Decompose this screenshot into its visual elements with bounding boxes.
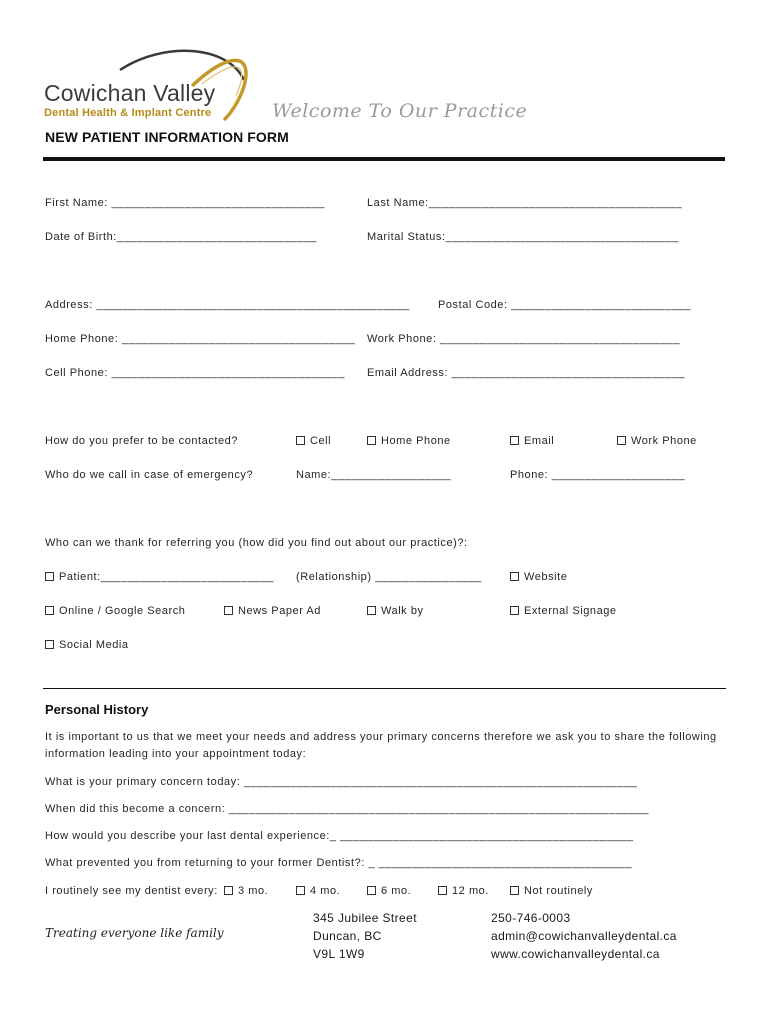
routine-option-6mo[interactable] bbox=[367, 885, 411, 897]
option-label: Not routinely bbox=[524, 885, 593, 897]
option-label: 4 mo. bbox=[310, 885, 341, 897]
title-rule bbox=[43, 157, 725, 161]
checkbox-icon[interactable] bbox=[45, 572, 54, 581]
checkbox-icon[interactable] bbox=[45, 640, 54, 649]
work-phone-field[interactable]: Work Phone: ____________________________________ bbox=[367, 333, 681, 345]
footer-website[interactable]: www.cowichanvalleydental.ca bbox=[491, 947, 660, 961]
routine-option-not-routinely[interactable] bbox=[510, 885, 593, 897]
checkbox-icon[interactable] bbox=[367, 436, 376, 445]
referral-question: Who can we thank for referring you (how did you find out about our practice)?: bbox=[45, 537, 468, 549]
checkbox-icon[interactable] bbox=[510, 572, 519, 581]
option-label: 12 mo. bbox=[452, 885, 489, 897]
option-label: News Paper Ad bbox=[238, 605, 321, 617]
emergency-name-field[interactable]: Name:__________________ bbox=[296, 469, 452, 481]
routine-option-12mo[interactable] bbox=[438, 885, 489, 897]
prevented-return-field[interactable]: What prevented you from returning to your former Dentist?: _ ______________________________________ bbox=[45, 857, 633, 869]
email-address-field[interactable]: Email Address: ___________________________________ bbox=[367, 367, 686, 379]
contact-pref-question: How do you prefer to be contacted? bbox=[45, 435, 238, 447]
address-field[interactable]: Address: _______________________________________________ bbox=[45, 299, 410, 311]
referral-social[interactable] bbox=[45, 639, 129, 651]
referral-relationship-field[interactable]: (Relationship) ________________ bbox=[296, 571, 482, 583]
option-label: Walk by bbox=[381, 605, 424, 617]
cell-phone-field[interactable]: Cell Phone: ___________________________________ bbox=[45, 367, 345, 379]
option-label: Email bbox=[524, 435, 555, 447]
logo-subtitle: Dental Health & Implant Centre bbox=[44, 107, 212, 119]
contact-option-home-phone[interactable] bbox=[367, 435, 451, 447]
emergency-question: Who do we call in case of emergency? bbox=[45, 469, 254, 481]
referral-patient[interactable] bbox=[45, 571, 274, 583]
referral-walkby[interactable] bbox=[367, 605, 424, 617]
emergency-phone-field[interactable]: Phone: ____________________ bbox=[510, 469, 686, 481]
option-label: Home Phone bbox=[381, 435, 451, 447]
footer-address bbox=[313, 909, 417, 963]
address-line: V9L 1W9 bbox=[313, 947, 365, 961]
welcome-text: Welcome To Our Practice bbox=[272, 100, 528, 122]
option-label: Patient:__________________________ bbox=[59, 571, 275, 583]
section-divider bbox=[43, 688, 726, 689]
contact-option-work-phone[interactable] bbox=[617, 435, 697, 447]
marital-status-field[interactable]: Marital Status:___________________________________ bbox=[367, 231, 679, 243]
option-label: Cell bbox=[310, 435, 332, 447]
primary-concern-field[interactable]: What is your primary concern today: ___________________________________________________________ bbox=[45, 776, 638, 788]
routine-option-4mo[interactable] bbox=[296, 885, 340, 897]
concern-start-field[interactable]: When did this become a concern: _______________________________________________________________ bbox=[45, 803, 649, 815]
routine-option-3mo[interactable] bbox=[224, 885, 268, 897]
footer-email[interactable]: admin@cowichanvalleydental.ca bbox=[491, 929, 677, 943]
option-label: External Signage bbox=[524, 605, 617, 617]
personal-history-heading: Personal History bbox=[45, 702, 149, 717]
contact-option-email[interactable] bbox=[510, 435, 554, 447]
checkbox-icon[interactable] bbox=[45, 606, 54, 615]
contact-option-cell[interactable] bbox=[296, 435, 331, 447]
logo-name: Cowichan Valley bbox=[44, 80, 216, 106]
checkbox-icon[interactable] bbox=[367, 886, 376, 895]
footer-slogan: Treating everyone like family bbox=[45, 926, 224, 940]
last-name-field[interactable]: Last Name:______________________________________ bbox=[367, 197, 683, 209]
history-intro-line1: It is important to us that we meet your needs and address your primary concerns therefore we ask you to share the following bbox=[45, 731, 717, 743]
option-label: Work Phone bbox=[631, 435, 697, 447]
option-label: 6 mo. bbox=[381, 885, 412, 897]
option-label: 3 mo. bbox=[238, 885, 269, 897]
checkbox-icon[interactable] bbox=[438, 886, 447, 895]
checkbox-icon[interactable] bbox=[224, 606, 233, 615]
dob-field[interactable]: Date of Birth:______________________________ bbox=[45, 231, 317, 243]
home-phone-field[interactable]: Home Phone: ___________________________________ bbox=[45, 333, 356, 345]
logo bbox=[42, 40, 272, 124]
option-label: Online / Google Search bbox=[59, 605, 186, 617]
footer-contact bbox=[491, 909, 677, 963]
checkbox-icon[interactable] bbox=[617, 436, 626, 445]
first-name-field[interactable]: First Name: ________________________________ bbox=[45, 197, 325, 209]
referral-signage[interactable] bbox=[510, 605, 617, 617]
footer-phone: 250-746-0003 bbox=[491, 911, 571, 925]
address-line: Duncan, BC bbox=[313, 929, 382, 943]
postal-code-field[interactable]: Postal Code: ___________________________ bbox=[438, 299, 692, 311]
checkbox-icon[interactable] bbox=[510, 886, 519, 895]
address-line: 345 Jubilee Street bbox=[313, 911, 417, 925]
referral-online[interactable] bbox=[45, 605, 185, 617]
checkbox-icon[interactable] bbox=[296, 436, 305, 445]
option-label: Social Media bbox=[59, 639, 129, 651]
checkbox-icon[interactable] bbox=[296, 886, 305, 895]
option-label: Website bbox=[524, 571, 568, 583]
history-intro-line2: information leading into your appointment today: bbox=[45, 748, 307, 760]
checkbox-icon[interactable] bbox=[510, 606, 519, 615]
checkbox-icon[interactable] bbox=[224, 886, 233, 895]
checkbox-icon[interactable] bbox=[367, 606, 376, 615]
referral-website[interactable] bbox=[510, 571, 567, 583]
form-title: NEW PATIENT INFORMATION FORM bbox=[45, 129, 289, 145]
routine-visit-label: I routinely see my dentist every: bbox=[45, 885, 218, 897]
referral-newspaper[interactable] bbox=[224, 605, 321, 617]
checkbox-icon[interactable] bbox=[510, 436, 519, 445]
dental-experience-field[interactable]: How would you describe your last dental experience:_ ____________________________________________ bbox=[45, 830, 634, 842]
